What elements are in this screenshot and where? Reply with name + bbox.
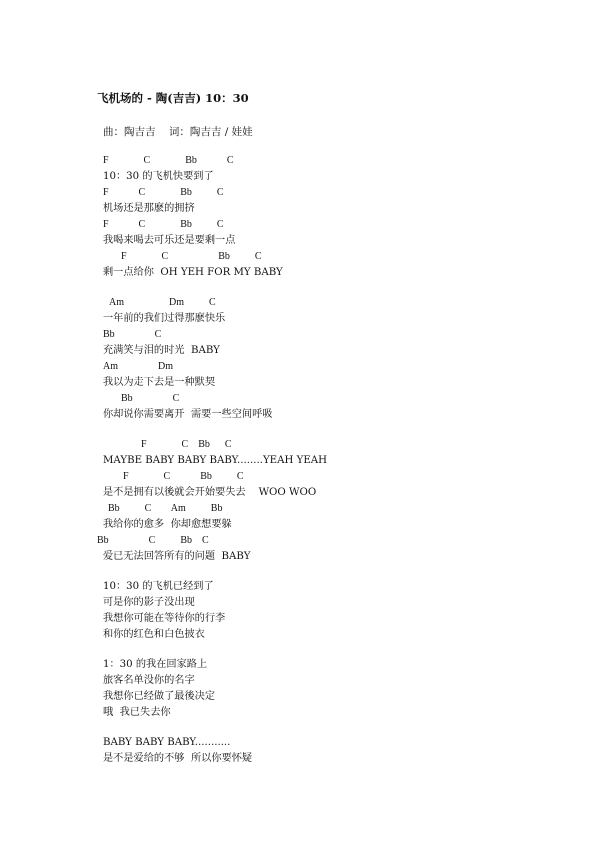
lyric-line: 你却说你需要离开 需要一些空间呼吸 bbox=[103, 409, 273, 420]
chord-line: F C Bb C bbox=[141, 439, 232, 450]
chord-line: Bb C Am Bb bbox=[108, 503, 223, 514]
lyric-line: 爱已无法回答所有的问题 BABY bbox=[103, 551, 251, 562]
lyric-line: 是不是爱给的不够 所以你要怀疑 bbox=[103, 753, 253, 764]
lyric-line: 10：30 的飞机快要到了 bbox=[103, 171, 214, 182]
lyric-line: 我喝来喝去可乐还是要剩一点 bbox=[103, 235, 236, 246]
lyric-line: 旅客名单没你的名字 bbox=[103, 675, 195, 686]
lyric-line: 我以为走下去是一种默契 bbox=[103, 377, 216, 388]
lyric-line: 我想你已经做了最後决定 bbox=[103, 691, 216, 702]
lyric-line: 充满笑与泪的时光 BABY bbox=[103, 345, 220, 356]
chord-line: Am Dm bbox=[103, 361, 173, 372]
song-title: 飞机场的 - 陶(吉吉) 10：30 bbox=[97, 91, 249, 105]
lyric-line: 可是你的影子没出现 bbox=[103, 597, 195, 608]
chord-line: F C Bb C bbox=[103, 219, 224, 230]
lyric-line: 哦 我已失去你 bbox=[103, 707, 171, 718]
chord-line: Bb C Bb C bbox=[97, 535, 209, 546]
song-credits: 曲：陶吉吉 词：陶吉吉 / 娃娃 bbox=[103, 126, 253, 138]
chord-line: Am Dm C bbox=[109, 297, 216, 308]
lyric-line: 1：30 的我在回家路上 bbox=[103, 659, 208, 670]
chord-line: Bb C bbox=[121, 393, 180, 404]
chord-line: F C Bb C bbox=[123, 471, 244, 482]
lyric-line: 机场还是那麽的拥挤 bbox=[103, 203, 195, 214]
lyric-line: 10：30 的飞机已经到了 bbox=[103, 581, 214, 592]
lyric-line: 剩一点给你 OH YEH FOR MY BABY bbox=[103, 267, 283, 278]
chord-line: F C Bb C bbox=[121, 251, 262, 262]
lyric-line: 一年前的我们过得那麽快乐 bbox=[103, 313, 226, 324]
lyric-line: MAYBE BABY BABY BABY........YEAH YEAH bbox=[103, 455, 328, 466]
lyric-line: 我给你的愈多 你却愈想要躲 bbox=[103, 519, 232, 530]
chord-line: F C Bb C bbox=[103, 187, 224, 198]
chord-line: Bb C bbox=[103, 329, 162, 340]
chord-line: F C Bb C bbox=[103, 155, 234, 166]
lyric-line: 是不是拥有以後就会开始要失去 WOO WOO bbox=[103, 487, 317, 498]
lyric-line: 和你的红色和白色披衣 bbox=[103, 629, 205, 640]
lyric-line: 我想你可能在等待你的行李 bbox=[103, 613, 226, 624]
lyric-line: BABY BABY BABY........... bbox=[103, 737, 231, 748]
